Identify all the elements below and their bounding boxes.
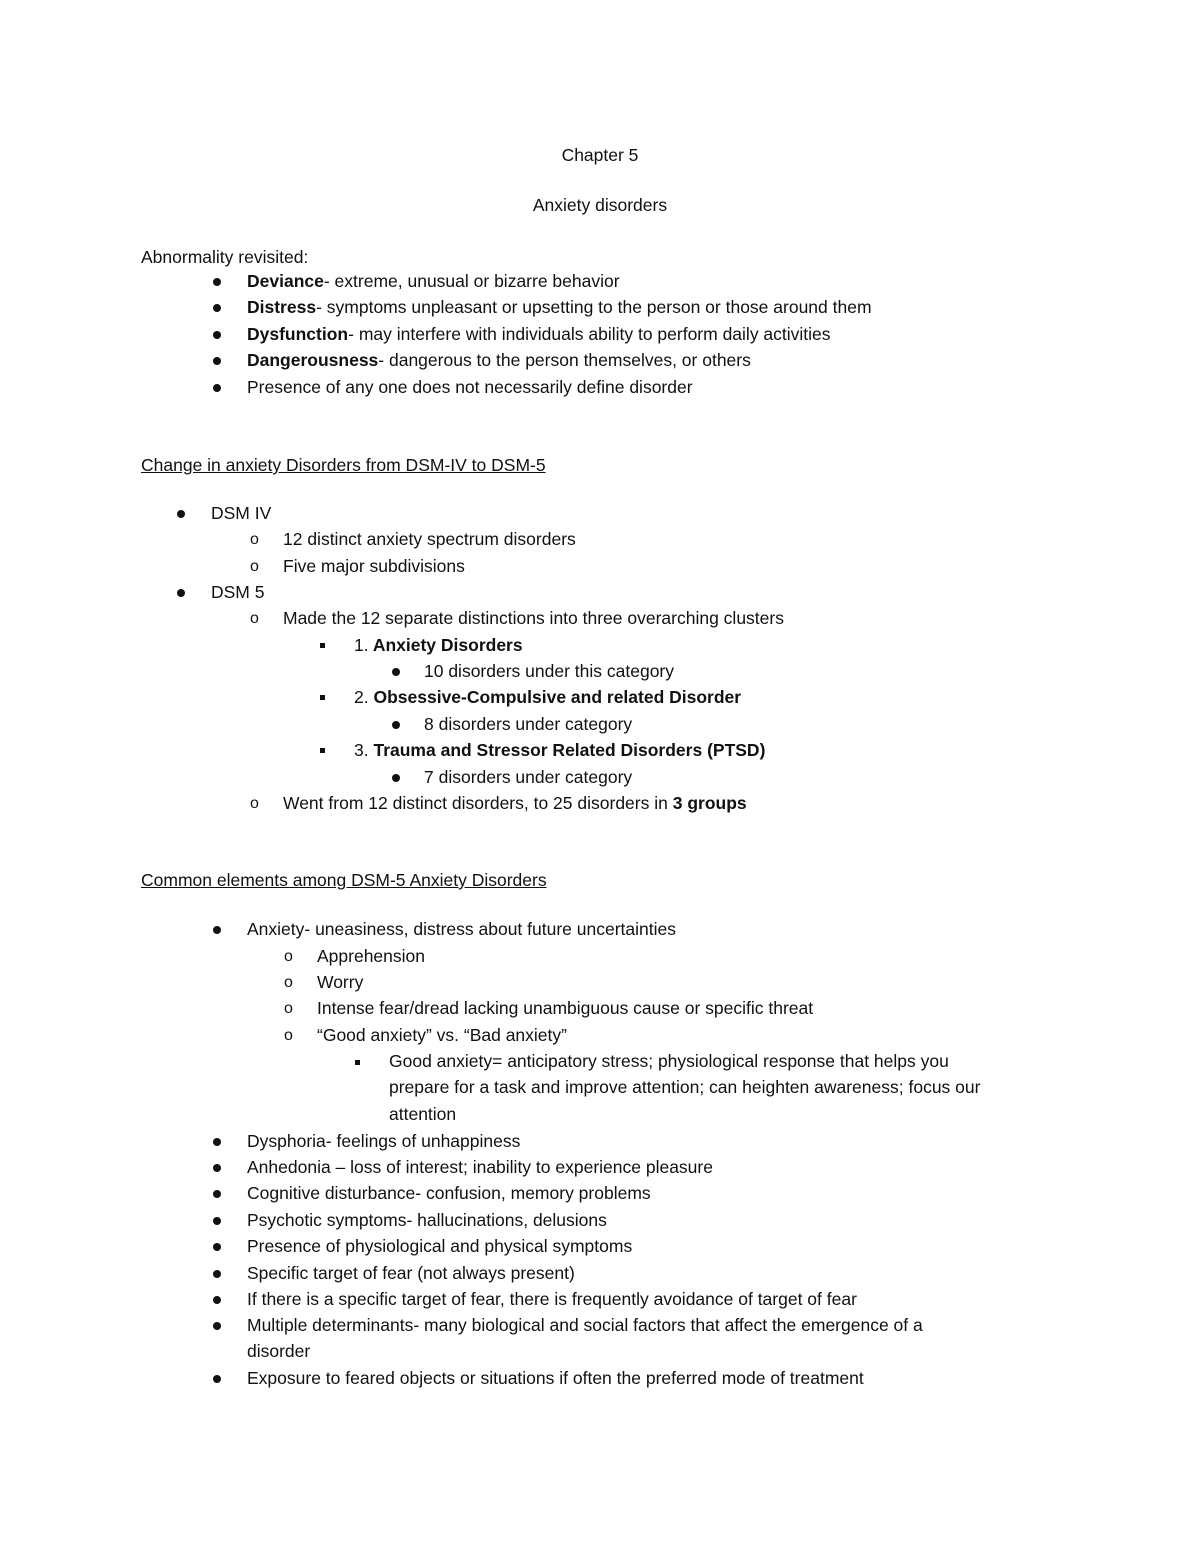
bullet-icon (213, 1138, 221, 1146)
circle-bullet-icon: o (284, 1027, 293, 1044)
list-item: Five major subdivisions (283, 556, 465, 576)
chapter-title: Chapter 5 (561, 145, 639, 165)
list-item: DSM IV (211, 503, 272, 523)
list-item: Anhedonia – loss of interest; inability to experience pleasure (247, 1157, 713, 1177)
list-item: 7 disorders under category (424, 767, 633, 787)
list-item: Psychotic symptoms- hallucinations, delusions (247, 1210, 607, 1230)
circle-bullet-icon: o (250, 795, 259, 812)
square-bullet-icon (355, 1060, 360, 1065)
bullet-icon (177, 510, 185, 518)
bullet-icon (213, 304, 221, 312)
list-item-line: Multiple determinants- many biological and social factors that affect the emergence of a (247, 1315, 923, 1335)
list-item: Anxiety- uneasiness, distress about future uncertainties (247, 919, 676, 939)
bullet-icon (213, 331, 221, 339)
document-subtitle: Anxiety disorders (532, 195, 668, 215)
bullet-icon (213, 1296, 221, 1304)
list-item: 12 distinct anxiety spectrum disorders (283, 529, 576, 549)
list-item-line: disorder (247, 1341, 311, 1361)
list-item: Presence of physiological and physical symptoms (247, 1236, 633, 1256)
square-bullet-icon (320, 748, 325, 753)
list-item: “Good anxiety” vs. “Bad anxiety” (317, 1025, 567, 1045)
list-item: Exposure to feared objects or situations if often the preferred mode of treatment (247, 1368, 864, 1388)
list-item: Cognitive disturbance- confusion, memory problems (247, 1183, 651, 1203)
list-item: 8 disorders under category (424, 714, 633, 734)
list-item: Apprehension (317, 946, 425, 966)
list-item: 1. Anxiety Disorders (354, 635, 523, 655)
list-item: Dysfunction- may interfere with individuals ability to perform daily activities (247, 324, 831, 344)
list-item: Distress- symptoms unpleasant or upsetting to the person or those around them (247, 297, 872, 317)
section-heading-change: Change in anxiety Disorders from DSM-IV to DSM-5 (141, 455, 546, 475)
bullet-icon (392, 774, 400, 782)
circle-bullet-icon: o (250, 531, 259, 548)
abnormality-heading: Abnormality revisited: (141, 247, 309, 267)
list-item: Intense fear/dread lacking unambiguous cause or specific threat (317, 998, 814, 1018)
list-item: Dangerousness- dangerous to the person themselves, or others (247, 350, 751, 370)
bullet-icon (213, 1375, 221, 1383)
list-item: 10 disorders under this category (424, 661, 674, 681)
bullet-icon (213, 1164, 221, 1172)
bullet-icon (213, 1270, 221, 1278)
square-bullet-icon (320, 643, 325, 648)
bullet-icon (213, 357, 221, 365)
bullet-icon (213, 384, 221, 392)
bullet-icon (213, 1243, 221, 1251)
circle-bullet-icon: o (250, 558, 259, 575)
list-item: Presence of any one does not necessarily define disorder (247, 377, 693, 397)
list-item: Worry (317, 972, 364, 992)
list-item: Made the 12 separate distinctions into three overarching clusters (283, 608, 784, 628)
bullet-icon (177, 589, 185, 597)
bullet-icon (213, 1322, 221, 1330)
list-item: DSM 5 (211, 582, 265, 602)
list-item-line: prepare for a task and improve attention; can heighten awareness; focus our (389, 1077, 981, 1097)
circle-bullet-icon: o (284, 948, 293, 965)
list-item: Went from 12 distinct disorders, to 25 disorders in 3 groups (283, 793, 747, 813)
bullet-icon (392, 668, 400, 676)
list-item: Specific target of fear (not always present) (247, 1263, 575, 1283)
bullet-icon (213, 1190, 221, 1198)
list-item: 3. Trauma and Stressor Related Disorders (PTSD) (354, 740, 766, 760)
list-item-line: attention (389, 1104, 457, 1124)
bullet-icon (392, 721, 400, 729)
bullet-icon (213, 278, 221, 286)
list-item: Deviance- extreme, unusual or bizarre behavior (247, 271, 620, 291)
bullet-icon (213, 926, 221, 934)
circle-bullet-icon: o (250, 610, 259, 627)
bullet-icon (213, 1217, 221, 1225)
circle-bullet-icon: o (284, 974, 293, 991)
section-heading-common: Common elements among DSM-5 Anxiety Disorders (141, 870, 547, 890)
square-bullet-icon (320, 695, 325, 700)
list-item: 2. Obsessive-Compulsive and related Disorder (354, 687, 742, 707)
list-item-line: Good anxiety= anticipatory stress; physiological response that helps you (389, 1051, 949, 1071)
list-item: If there is a specific target of fear, there is frequently avoidance of target of fear (247, 1289, 857, 1309)
list-item: Dysphoria- feelings of unhappiness (247, 1131, 521, 1151)
circle-bullet-icon: o (284, 1000, 293, 1017)
